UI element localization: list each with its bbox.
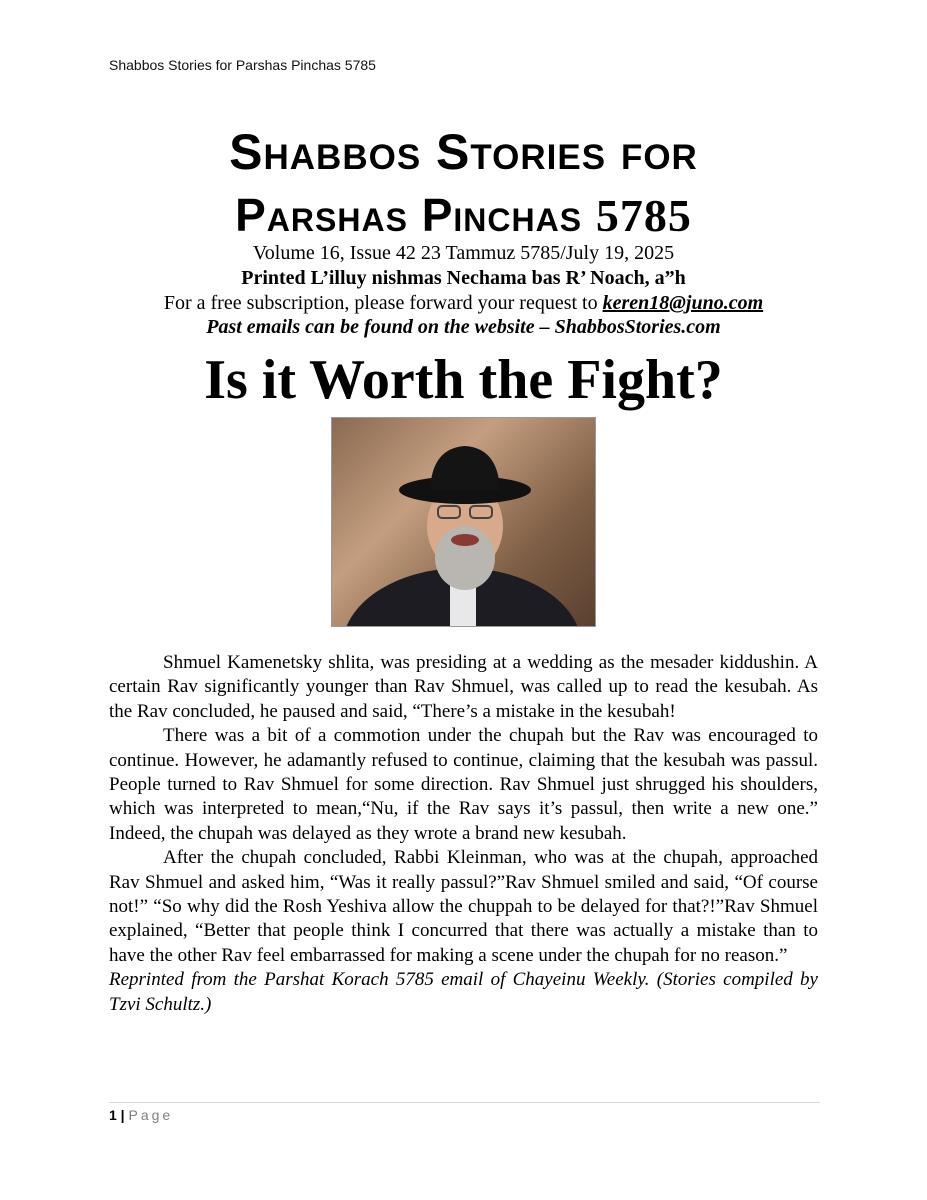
parsha-name: Parshas Pinchas <box>235 189 583 241</box>
past-emails-line: Past emails can be found on the website – ShabbosStories.com <box>206 316 721 338</box>
subscription-email-link[interactable]: keren18@juno.com <box>602 292 764 314</box>
story-paragraph: There was a bit of a commotion under the chupah but the Rav was encouraged to continue. However, he adamantly refused to continue, claiming that the kesubah was passul. People turned to Rav Shmuel for some direction. Rav Shmuel just shrugged his shoulders, which was interpreted to mean,“Nu, if the Rav says it’s passul, then write a new one.” Indeed, the chupah was delayed as they wrote a brand new kesubah. <box>109 725 818 844</box>
footer-divider <box>109 1102 820 1103</box>
newsletter-title-line1: Shabbos Stories for <box>229 124 698 180</box>
page-footer <box>109 1107 173 1123</box>
newsletter-title-line2 <box>0 187 927 244</box>
page-separator: | <box>116 1107 129 1123</box>
title-year: 5785 <box>595 190 692 241</box>
story-paragraph: Shmuel Kamenetsky shlita, was presiding at a wedding as the mesader kiddushin. A certain Rav significantly younger than Rav Shmuel, was called up to read the kesubah. As the Rav concluded, he paused and said, “There’s a mistake in the kesubah! <box>109 652 818 722</box>
story-paragraph: After the chupah concluded, Rabbi Kleinman, who was at the chupah, approached Rav Shmuel and asked him, “Was it really passul?”Rav Shmuel smiled and said, “Of course not!” “So why did the Rosh Yeshiva allow the chuppah to be delayed for that?!”Rav Shmuel explained, “Better that people think I concurred that there was actually a mistake than to have the other Rav feel embarrassed for making a scene under the chupah for no reason.” <box>109 847 818 966</box>
page-label: Page <box>128 1107 174 1123</box>
rabbi-portrait-photo <box>331 417 596 627</box>
page-number: 1 <box>109 1107 117 1123</box>
story-body <box>109 651 818 1017</box>
running-header: Shabbos Stories for Parshas Pinchas 5785 <box>109 57 376 73</box>
subscription-line <box>0 291 927 315</box>
volume-line: Volume 16, Issue 42 23 Tammuz 5785/July 19, 2025 <box>252 242 675 264</box>
subscription-text: For a free subscription, please forward your request to <box>163 292 603 314</box>
story-credit: Reprinted from the Parshat Korach 5785 email of Chayeinu Weekly. (Stories compiled by Tzvi Schultz.) <box>109 969 818 1015</box>
dedication-line: Printed L’illuy nishmas Nechama bas R’ Noach, a”h <box>241 267 686 289</box>
story-title: Is it Worth the Fight? <box>204 349 723 411</box>
